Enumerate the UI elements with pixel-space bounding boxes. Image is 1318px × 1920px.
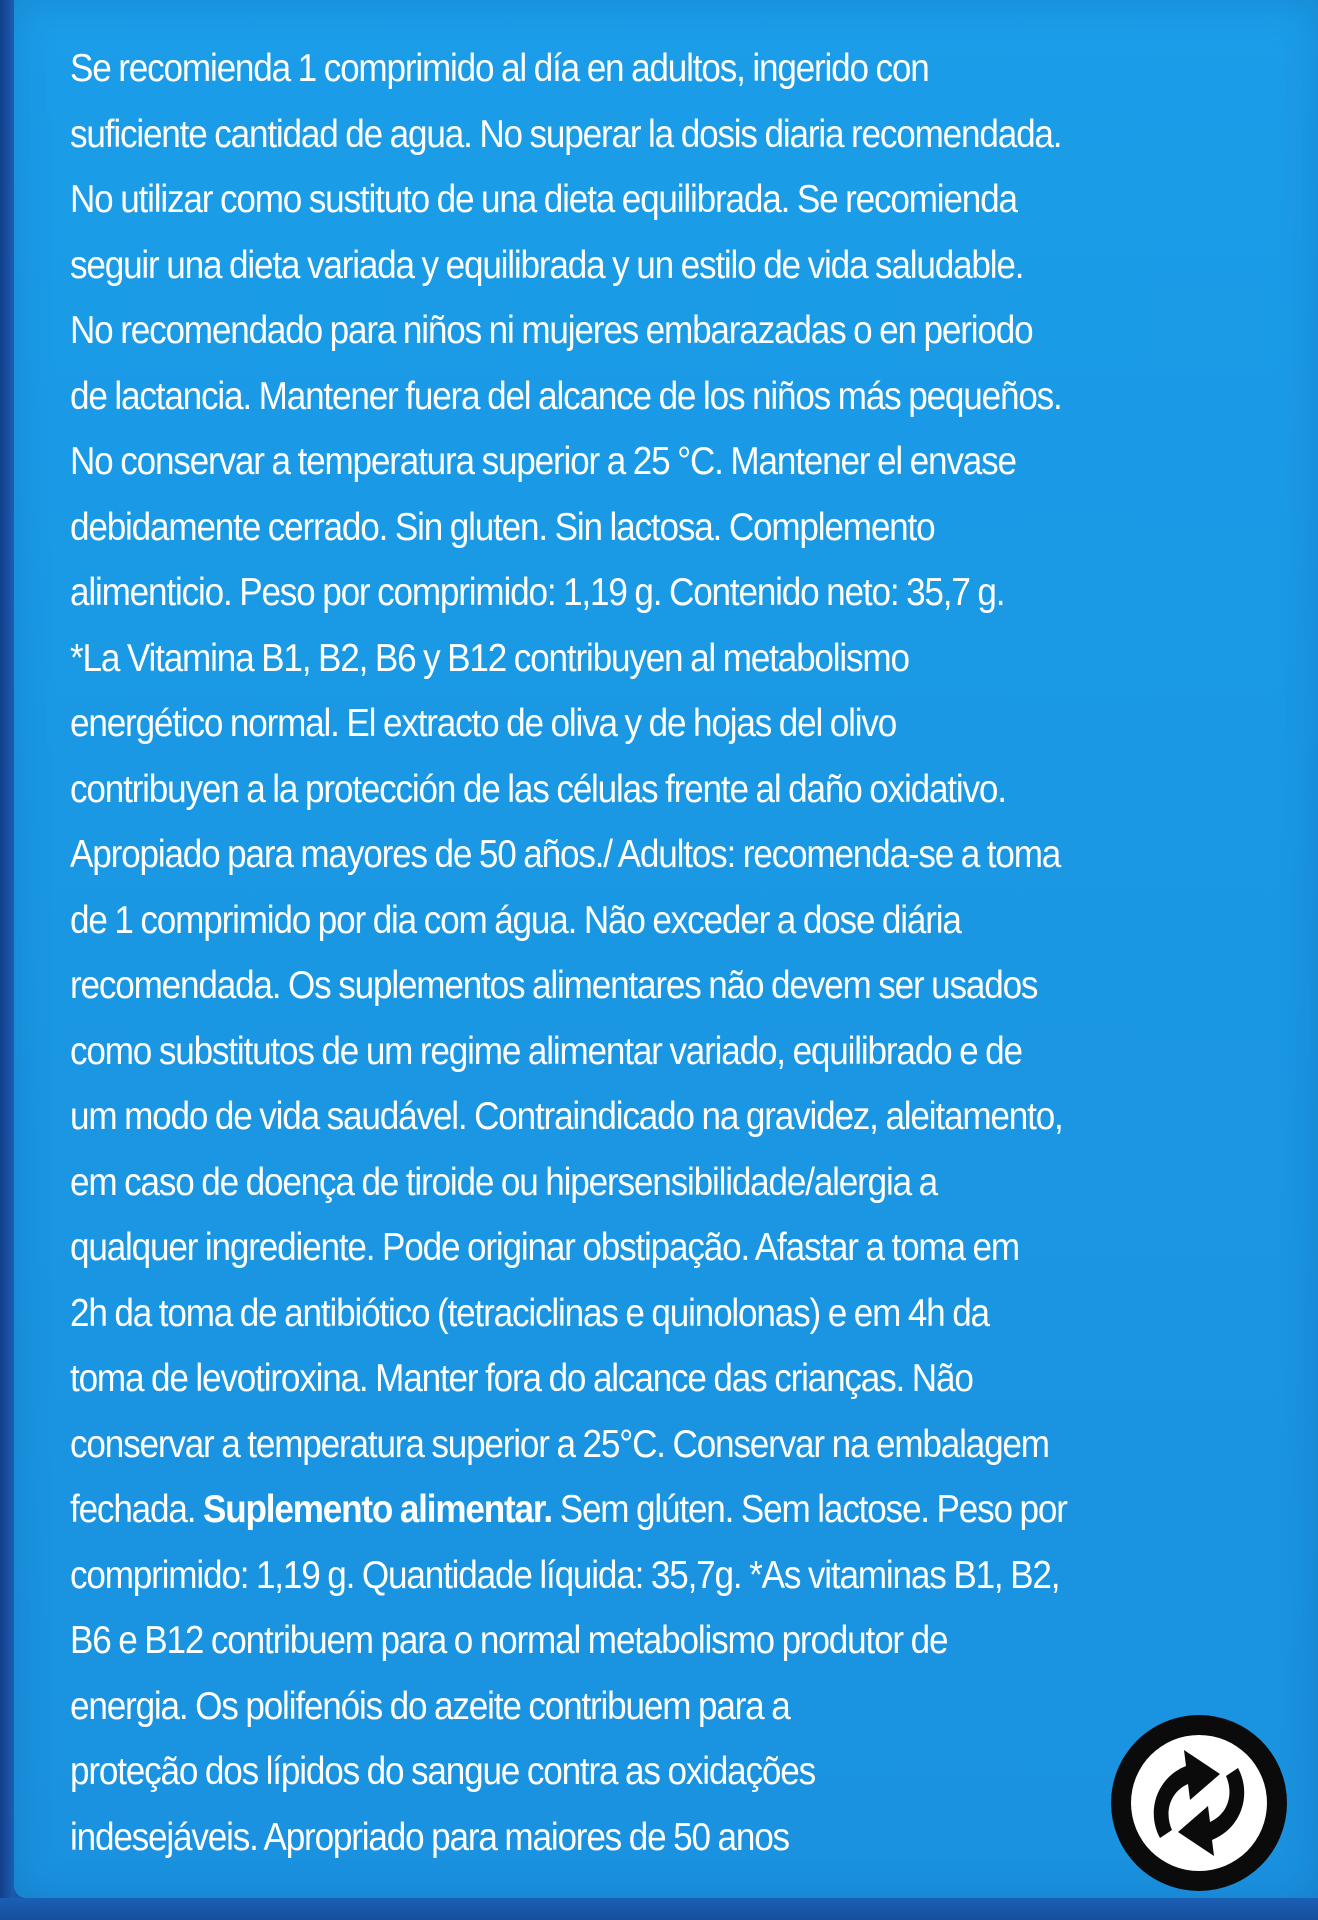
text-line: contribuyen a la protección de las células frente al daño oxidativo.: [70, 767, 1006, 811]
text-line: qualquer ingrediente. Pode originar obstipação. Afastar a toma em: [70, 1226, 1019, 1269]
text-segment: Sem glúten. Sem lactose. Peso por: [552, 1488, 1067, 1531]
text-line: energético normal. El extracto de oliva y de hojas del olivo: [70, 702, 897, 745]
text-line: toma de levotiroxina. Manter fora do alcance das crianças. Não: [70, 1357, 973, 1400]
text-line: seguir una dieta variada y equilibrada y un estilo de vida saludable.: [70, 243, 1024, 287]
text-line: No utilizar como sustituto de una dieta equilibrada. Se recomienda: [70, 178, 1017, 221]
text-line: No recomendado para niños ni mujeres embarazadas o en periodo: [70, 309, 1033, 352]
box-left-edge: [0, 0, 14, 1920]
recycle-inner-disc: [1131, 1735, 1267, 1871]
text-line: Apropiado para mayores de 50 años./ Adultos: recomenda-se a toma: [70, 833, 1061, 876]
text-line: em caso de doença de tiroide ou hipersensibilidade/alergia a: [70, 1160, 938, 1204]
text-line: recomendada. Os suplementos alimentares não devem ser usados: [70, 964, 1038, 1007]
text-line-with-bold: [70, 1477, 1168, 1543]
text-line: conservar a temperatura superior a 25°C. Conservar na embalagem: [70, 1422, 1049, 1466]
text-line: de lactancia. Mantener fuera del alcance de los niños más pequeños.: [70, 374, 1062, 418]
text-line: No conservar a temperatura superior a 25 °C. Mantener el envase: [70, 440, 1016, 483]
supplement-label-bold: Suplemento alimentar.: [202, 1488, 553, 1531]
text-line: de 1 comprimido por dia com água. Não exceder a dose diária: [70, 898, 961, 942]
text-line: *La Vitamina B1, B2, B6 y B12 contribuyen al metabolismo: [70, 636, 909, 680]
text-segment: fechada.: [70, 1488, 203, 1531]
text-line: B6 e B12 contribuem para o normal metabolismo produtor de: [70, 1619, 948, 1662]
green-dot-recycling-svg: [1108, 1712, 1290, 1894]
green-dot-recycling-icon: [1108, 1712, 1290, 1894]
text-line: energia. Os polifenóis do azeite contribuem para a: [70, 1684, 790, 1728]
text-line: debidamente cerrado. Sin gluten. Sin lactosa. Complemento: [70, 505, 935, 549]
text-line: um modo de vida saudável. Contraindicado na gravidez, aleitamento,: [70, 1095, 1063, 1138]
text-line: alimenticio. Peso por comprimido: 1,19 g. Contenido neto: 35,7 g.: [70, 571, 1005, 614]
text-line: indesejáveis. Apropriado para maiores de 50 anos: [70, 1815, 789, 1859]
text-line: Se recomienda 1 comprimido al día en adultos, ingerido con: [70, 47, 929, 90]
text-line: 2h da toma de antibiótico (tetraciclinas e quinolonas) e em 4h da: [70, 1291, 989, 1335]
text-line: proteção dos lípidos do sangue contra as oxidações: [70, 1750, 815, 1793]
box-bottom-edge: [0, 1898, 1318, 1920]
text-line: como substitutos de um regime alimentar variado, equilibrado e de: [70, 1029, 1022, 1073]
text-line: suficiente cantidad de agua. No superar la dosis diaria recomendada.: [70, 112, 1062, 156]
usage-instructions-text: [70, 36, 1168, 1870]
text-line: comprimido: 1,19 g. Quantidade líquida: 35,7g. *As vitaminas B1, B2,: [70, 1553, 1060, 1597]
